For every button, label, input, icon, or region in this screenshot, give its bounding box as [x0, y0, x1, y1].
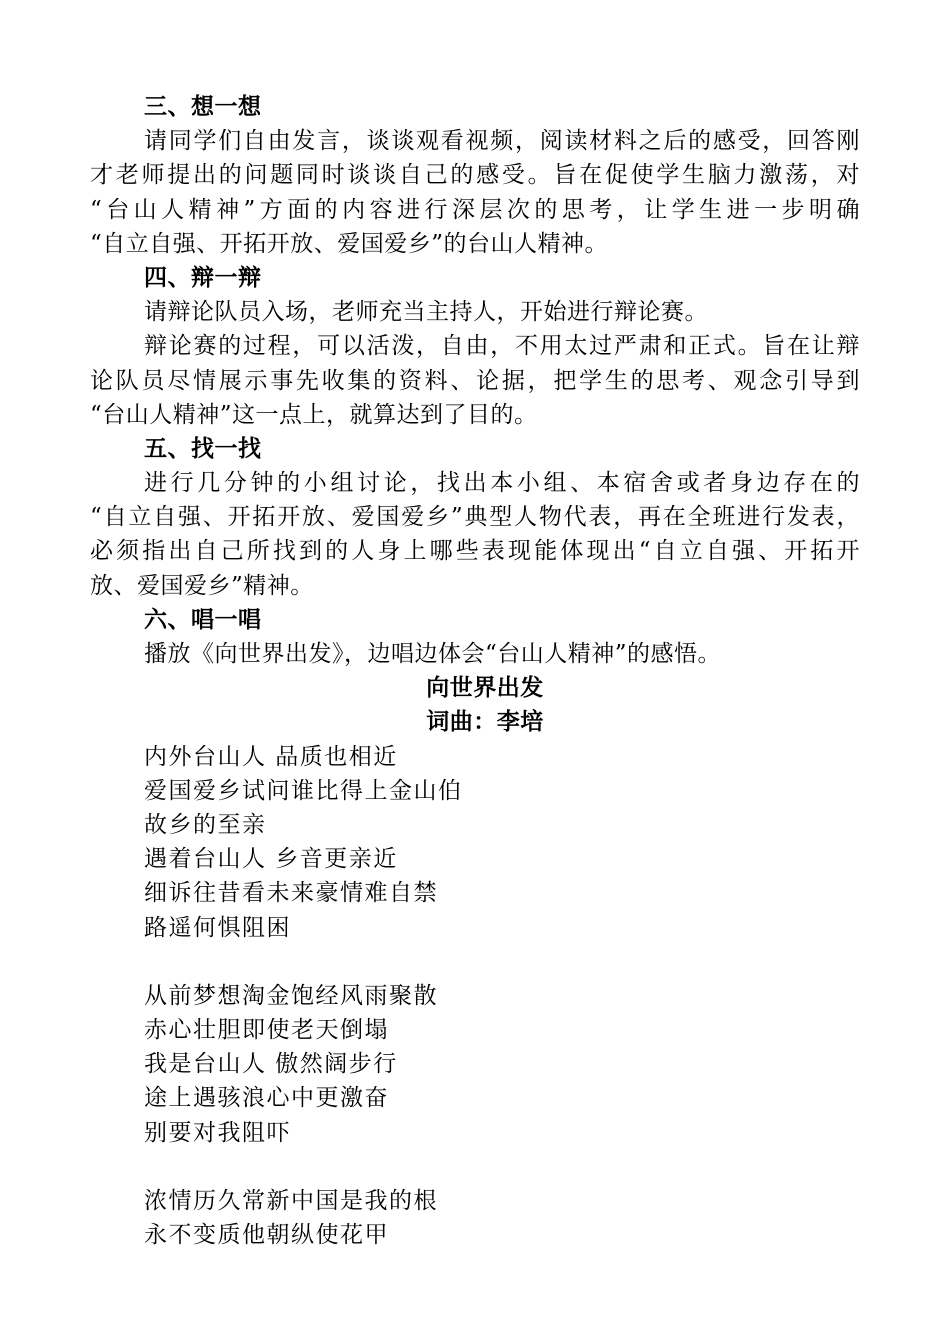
section-heading-6: 六、唱一唱	[144, 605, 262, 633]
paragraph-line: “自立自强、开拓开放、爱国爱乡”的台山人精神。	[90, 230, 609, 257]
lyric-line: 浓情历久常新中国是我的根	[144, 1188, 438, 1214]
song-credit: 词曲：李培	[426, 708, 544, 736]
paragraph-line: “自立自强、开拓开放、爱国爱乡”典型人物代表，再在全班进行发表，	[90, 504, 860, 531]
lyric-line: 细诉往昔看未来豪情难自禁	[144, 880, 438, 907]
lyric-line: 路遥何惧阻困	[144, 914, 291, 941]
lyric-line: 永不变质他朝纵使花甲	[144, 1222, 389, 1249]
paragraph-line: 辩论赛的过程，可以活泼，自由，不用太过严肃和正式。旨在让辩	[144, 333, 860, 360]
paragraph-line: 请辩论队员入场，老师充当主持人，开始进行辩论赛。	[144, 299, 708, 326]
stanza-gap	[90, 1150, 860, 1184]
paragraph-line: 播放《向世界出发》，边唱边体会“台山人精神”的感悟。	[144, 641, 722, 667]
document-body	[90, 90, 860, 1252]
lyric-line: 从前梦想淘金饱经风雨聚散	[144, 982, 438, 1009]
section-heading-3: 三、想一想	[144, 93, 262, 120]
song-title: 向世界出发	[426, 674, 544, 702]
section-heading-5: 五、找一找	[144, 434, 262, 462]
lyric-line: 爱国爱乡试问谁比得上金山伯	[144, 777, 463, 804]
lyric-line: 途上遇骇浪心中更激奋	[144, 1085, 389, 1112]
lyric-line: 故乡的至亲	[144, 811, 267, 838]
paragraph-line: 论队员尽情展示事先收集的资料、论据，把学生的思考、观念引导到	[90, 367, 860, 394]
section-heading-4: 四、辩一辩	[144, 263, 262, 291]
paragraph-line: 进行几分钟的小组讨论，找出本小组、本宿舍或者身边存在的	[144, 470, 860, 497]
paragraph-line: “台山人精神”这一点上，就算达到了目的。	[90, 401, 538, 428]
paragraph-line: 才老师提出的问题同时谈谈自己的感受。旨在促使学生脑力激荡，对	[90, 162, 860, 189]
lyric-line: 我是台山人 傲然阔步行	[144, 1051, 398, 1078]
stanza-gap	[90, 945, 860, 979]
paragraph-line: “台山人精神”方面的内容进行深层次的思考，让学生进一步明确	[90, 196, 860, 223]
paragraph-line: 请同学们自由发言，谈谈观看视频，阅读材料之后的感受，回答刚	[144, 128, 860, 155]
lyric-line: 别要对我阻吓	[144, 1119, 291, 1146]
lyric-line: 遇着台山人 乡音更亲近	[144, 846, 398, 873]
paragraph-line: 放、爱国爱乡”精神。	[90, 572, 314, 599]
lyric-line: 赤心壮胆即使老天倒塌	[144, 1017, 389, 1044]
lyric-line: 内外台山人 品质也相近	[144, 743, 398, 770]
paragraph-line: 必须指出自己所找到的人身上哪些表现能体现出“自立自强、开拓开	[90, 538, 860, 565]
